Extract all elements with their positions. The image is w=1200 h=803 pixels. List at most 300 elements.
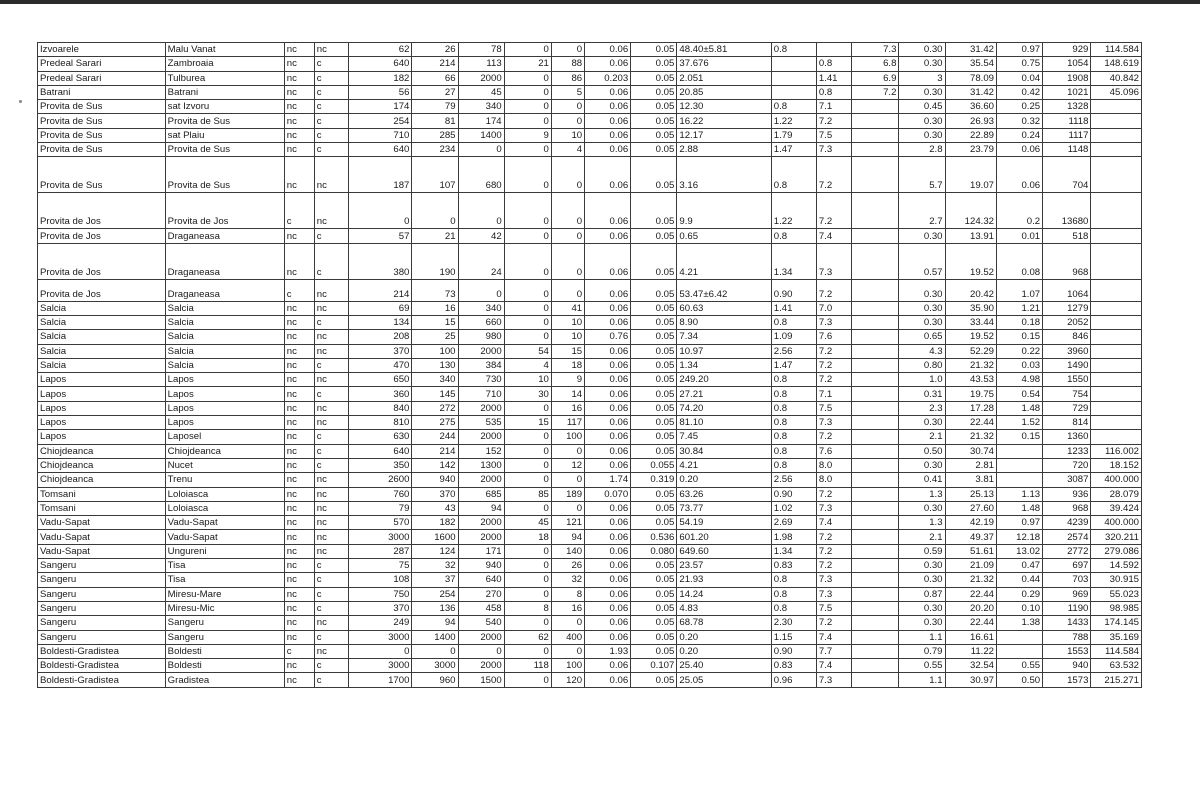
table-cell: 0.96 bbox=[771, 673, 816, 687]
table-cell: 0 bbox=[504, 401, 551, 415]
table-cell: nc bbox=[314, 516, 348, 530]
table-cell: 0.8 bbox=[771, 601, 816, 615]
table-cell: Salcia bbox=[165, 315, 284, 329]
table-cell: c bbox=[314, 659, 348, 673]
table-cell: 0.05 bbox=[631, 143, 677, 157]
table-cell: Sangeru bbox=[38, 601, 166, 615]
table-cell: 0.06 bbox=[585, 544, 631, 558]
table-cell bbox=[852, 330, 899, 344]
table-cell: Malu Vanat bbox=[165, 43, 284, 57]
table-cell: 0.05 bbox=[631, 157, 677, 193]
table-cell: 0 bbox=[504, 544, 551, 558]
table-cell: 7.6 bbox=[816, 444, 851, 458]
table-cell: c bbox=[284, 193, 314, 229]
table-cell: 140 bbox=[551, 544, 584, 558]
table-cell: 1550 bbox=[1043, 373, 1091, 387]
table-cell: 0.41 bbox=[899, 473, 945, 487]
table-cell: 78.09 bbox=[945, 71, 996, 85]
table-cell: 85 bbox=[504, 487, 551, 501]
table-cell: 86 bbox=[551, 71, 584, 85]
table-cell: 0.319 bbox=[631, 473, 677, 487]
table-cell: 0.06 bbox=[585, 157, 631, 193]
table-cell: 124.32 bbox=[945, 193, 996, 229]
table-cell: 0.06 bbox=[585, 616, 631, 630]
table-cell: Tomsani bbox=[38, 501, 166, 515]
table-cell: 0.05 bbox=[631, 387, 677, 401]
table-cell: 2.051 bbox=[677, 71, 771, 85]
table-cell: Salcia bbox=[38, 344, 166, 358]
table-row bbox=[38, 85, 1142, 99]
table-cell: 380 bbox=[349, 243, 412, 279]
table-row bbox=[38, 516, 1142, 530]
table-cell bbox=[852, 458, 899, 472]
table-cell: 0.65 bbox=[899, 330, 945, 344]
table-cell: 0.05 bbox=[631, 444, 677, 458]
table-cell: 136 bbox=[412, 601, 458, 615]
table-cell: Zambroaia bbox=[165, 57, 284, 71]
table-cell: 18 bbox=[504, 530, 551, 544]
table-cell: 0.06 bbox=[585, 387, 631, 401]
table-cell: Salcia bbox=[165, 344, 284, 358]
table-cell: 214 bbox=[349, 279, 412, 301]
table-cell: Nucet bbox=[165, 458, 284, 472]
table-cell: 1117 bbox=[1043, 128, 1091, 142]
table-cell: 0.55 bbox=[899, 659, 945, 673]
table-cell: 1700 bbox=[349, 673, 412, 687]
table-cell: 0.06 bbox=[585, 501, 631, 515]
table-cell: 0.05 bbox=[631, 401, 677, 415]
table-cell: 370 bbox=[349, 601, 412, 615]
table-cell bbox=[852, 301, 899, 315]
table-cell: Sangeru bbox=[38, 587, 166, 601]
table-cell: 1553 bbox=[1043, 644, 1091, 658]
table-cell: 10 bbox=[551, 315, 584, 329]
table-cell: 649.60 bbox=[677, 544, 771, 558]
table-cell: 7.2 bbox=[816, 157, 851, 193]
table-cell: 7.2 bbox=[816, 430, 851, 444]
table-cell: 400 bbox=[551, 630, 584, 644]
table-cell: c bbox=[314, 630, 348, 644]
table-cell: 0.2 bbox=[997, 193, 1043, 229]
table-cell: 0 bbox=[551, 473, 584, 487]
table-cell: 0.05 bbox=[631, 373, 677, 387]
table-cell: c bbox=[314, 387, 348, 401]
table-cell: 680 bbox=[458, 157, 504, 193]
table-row bbox=[38, 401, 1142, 415]
table-cell: Gradistea bbox=[165, 673, 284, 687]
table-cell: 0.50 bbox=[997, 673, 1043, 687]
table-cell: 370 bbox=[412, 487, 458, 501]
table-cell: c bbox=[314, 229, 348, 243]
table-cell: 2600 bbox=[349, 473, 412, 487]
table-cell: 0.06 bbox=[585, 659, 631, 673]
table-cell: 74.20 bbox=[677, 401, 771, 415]
table-cell: 0.30 bbox=[899, 128, 945, 142]
table-cell: sat Plaiu bbox=[165, 128, 284, 142]
table-cell: 470 bbox=[349, 358, 412, 372]
table-cell: 25 bbox=[412, 330, 458, 344]
table-cell: Tomsani bbox=[38, 487, 166, 501]
table-cell: 7.5 bbox=[816, 601, 851, 615]
table-cell: 3 bbox=[899, 71, 945, 85]
table-cell bbox=[852, 373, 899, 387]
table-cell: Draganeasa bbox=[165, 229, 284, 243]
table-cell: 10 bbox=[551, 330, 584, 344]
table-cell: 940 bbox=[458, 559, 504, 573]
table-cell: Lapos bbox=[165, 416, 284, 430]
table-cell: 42 bbox=[458, 229, 504, 243]
table-cell: 1.21 bbox=[997, 301, 1043, 315]
table-cell: 8.90 bbox=[677, 315, 771, 329]
table-cell: 36.60 bbox=[945, 100, 996, 114]
table-cell: 968 bbox=[1043, 243, 1091, 279]
table-cell: 14.24 bbox=[677, 587, 771, 601]
table-cell: 0 bbox=[504, 559, 551, 573]
table-cell: 81 bbox=[412, 114, 458, 128]
table-cell: 0.05 bbox=[631, 85, 677, 99]
table-cell: 7.1 bbox=[816, 387, 851, 401]
table-cell: 0 bbox=[504, 444, 551, 458]
table-cell: c bbox=[314, 243, 348, 279]
table-cell: 0.06 bbox=[585, 243, 631, 279]
table-row bbox=[38, 229, 1142, 243]
table-cell bbox=[852, 344, 899, 358]
table-cell: Chiojdeanca bbox=[38, 458, 166, 472]
table-cell: 113 bbox=[458, 57, 504, 71]
table-cell: 1.48 bbox=[997, 401, 1043, 415]
table-cell: 3960 bbox=[1043, 344, 1091, 358]
table-cell: Lapos bbox=[38, 387, 166, 401]
table-cell: 7.5 bbox=[816, 128, 851, 142]
table-cell: 0.83 bbox=[771, 559, 816, 573]
table-cell bbox=[1091, 401, 1142, 415]
table-cell: 350 bbox=[349, 458, 412, 472]
table-cell: Provita de Jos bbox=[165, 193, 284, 229]
table-cell bbox=[1091, 358, 1142, 372]
table-cell: 1.79 bbox=[771, 128, 816, 142]
table-cell: 1.3 bbox=[899, 487, 945, 501]
table-cell: Predeal Sarari bbox=[38, 57, 166, 71]
table-cell: 1.0 bbox=[899, 373, 945, 387]
table-cell: 340 bbox=[412, 373, 458, 387]
table-cell: nc bbox=[314, 616, 348, 630]
table-cell: Boldesti-Gradistea bbox=[38, 659, 166, 673]
table-row bbox=[38, 315, 1142, 329]
table-cell: 1.47 bbox=[771, 143, 816, 157]
table-row bbox=[38, 100, 1142, 114]
table-cell: Lapos bbox=[38, 430, 166, 444]
table-cell: 0 bbox=[504, 330, 551, 344]
table-cell: Provita de Sus bbox=[38, 157, 166, 193]
table-cell: Provita de Jos bbox=[38, 279, 166, 301]
table-cell: 1.02 bbox=[771, 501, 816, 515]
table-row bbox=[38, 587, 1142, 601]
table-cell bbox=[852, 673, 899, 687]
table-cell: 0 bbox=[504, 85, 551, 99]
table-cell: 360 bbox=[349, 387, 412, 401]
table-cell: 0.90 bbox=[771, 487, 816, 501]
table-cell: c bbox=[314, 601, 348, 615]
table-cell: 400.000 bbox=[1091, 516, 1142, 530]
table-cell: nc bbox=[284, 530, 314, 544]
table-cell: 7.3 bbox=[816, 573, 851, 587]
table-row bbox=[38, 416, 1142, 430]
table-cell: Sangeru bbox=[38, 630, 166, 644]
table-row bbox=[38, 444, 1142, 458]
table-cell: 7.2 bbox=[816, 544, 851, 558]
table-cell: 21.09 bbox=[945, 559, 996, 573]
table-cell: 12.18 bbox=[997, 530, 1043, 544]
table-cell: 68.78 bbox=[677, 616, 771, 630]
table-cell: nc bbox=[314, 193, 348, 229]
table-cell: Provita de Sus bbox=[38, 114, 166, 128]
table-cell: 13.91 bbox=[945, 229, 996, 243]
table-cell: 7.4 bbox=[816, 659, 851, 673]
table-cell: 2000 bbox=[458, 344, 504, 358]
scanned-document-page bbox=[37, 42, 1142, 688]
table-cell: 208 bbox=[349, 330, 412, 344]
table-row bbox=[38, 659, 1142, 673]
table-cell: 0.05 bbox=[631, 315, 677, 329]
table-cell: 7.2 bbox=[816, 344, 851, 358]
table-cell: 285 bbox=[412, 128, 458, 142]
table-cell: 37.676 bbox=[677, 57, 771, 71]
table-cell: 63.532 bbox=[1091, 659, 1142, 673]
table-cell: Sangeru bbox=[38, 616, 166, 630]
table-cell: 7.3 bbox=[816, 143, 851, 157]
table-cell: Chiojdeanca bbox=[38, 473, 166, 487]
table-cell: 32.54 bbox=[945, 659, 996, 673]
table-row bbox=[38, 114, 1142, 128]
table-cell: Salcia bbox=[38, 358, 166, 372]
table-cell: Lapos bbox=[165, 387, 284, 401]
table-cell: c bbox=[314, 114, 348, 128]
table-cell: 7.3 bbox=[816, 501, 851, 515]
table-cell: 23.79 bbox=[945, 143, 996, 157]
table-cell: 0.05 bbox=[631, 100, 677, 114]
table-cell: 116.002 bbox=[1091, 444, 1142, 458]
table-cell bbox=[1091, 279, 1142, 301]
table-cell: 7.3 bbox=[852, 43, 899, 57]
table-cell bbox=[852, 401, 899, 415]
table-row bbox=[38, 559, 1142, 573]
table-cell: 26 bbox=[551, 559, 584, 573]
table-cell: 0 bbox=[504, 315, 551, 329]
table-cell: 4 bbox=[551, 143, 584, 157]
table-row bbox=[38, 530, 1142, 544]
table-cell: 0.05 bbox=[631, 43, 677, 57]
table-cell: 12.30 bbox=[677, 100, 771, 114]
table-cell: 187 bbox=[349, 157, 412, 193]
table-cell bbox=[852, 659, 899, 673]
table-cell: 7.6 bbox=[816, 330, 851, 344]
table-cell: 630 bbox=[349, 430, 412, 444]
table-cell: nc bbox=[284, 157, 314, 193]
table-cell: 31.42 bbox=[945, 43, 996, 57]
table-row bbox=[38, 71, 1142, 85]
table-cell: 7.34 bbox=[677, 330, 771, 344]
table-cell: 30.97 bbox=[945, 673, 996, 687]
table-cell: 0.05 bbox=[631, 673, 677, 687]
table-cell: 1.52 bbox=[997, 416, 1043, 430]
table-cell: 30.915 bbox=[1091, 573, 1142, 587]
table-cell: 1.41 bbox=[816, 71, 851, 85]
table-cell: 69 bbox=[349, 301, 412, 315]
scan-speck bbox=[19, 100, 22, 103]
table-cell: 182 bbox=[412, 516, 458, 530]
table-cell: nc bbox=[284, 416, 314, 430]
table-cell: 0 bbox=[504, 573, 551, 587]
table-cell: 0.536 bbox=[631, 530, 677, 544]
table-cell: 21 bbox=[412, 229, 458, 243]
table-cell bbox=[852, 100, 899, 114]
table-cell: 969 bbox=[1043, 587, 1091, 601]
table-cell: 1573 bbox=[1043, 673, 1091, 687]
table-cell: 0 bbox=[504, 114, 551, 128]
table-cell: 2.1 bbox=[899, 430, 945, 444]
table-cell: 0.06 bbox=[585, 315, 631, 329]
table-cell: 2.56 bbox=[771, 344, 816, 358]
table-cell: Salcia bbox=[38, 330, 166, 344]
table-cell: 1279 bbox=[1043, 301, 1091, 315]
table-cell: nc bbox=[314, 344, 348, 358]
table-cell: 729 bbox=[1043, 401, 1091, 415]
table-body bbox=[38, 43, 1142, 688]
table-cell: Miresu-Mic bbox=[165, 601, 284, 615]
top-border bbox=[0, 0, 1200, 4]
table-cell: 2.81 bbox=[945, 458, 996, 472]
table-cell: nc bbox=[314, 416, 348, 430]
table-cell: 0 bbox=[504, 501, 551, 515]
table-cell: 142 bbox=[412, 458, 458, 472]
table-cell: 26.93 bbox=[945, 114, 996, 128]
table-cell: 0 bbox=[504, 43, 551, 57]
table-cell: 124 bbox=[412, 544, 458, 558]
table-cell: 0.97 bbox=[997, 43, 1043, 57]
table-cell: sat Izvoru bbox=[165, 100, 284, 114]
table-cell: 214 bbox=[412, 57, 458, 71]
table-cell: 79 bbox=[412, 100, 458, 114]
table-cell: 0.05 bbox=[631, 330, 677, 344]
table-cell: 0.06 bbox=[585, 630, 631, 644]
table-cell: 0.8 bbox=[771, 387, 816, 401]
table-cell: 0 bbox=[551, 100, 584, 114]
table-cell: 0.05 bbox=[631, 358, 677, 372]
table-cell: 1300 bbox=[458, 458, 504, 472]
table-cell: 0.06 bbox=[585, 401, 631, 415]
table-cell bbox=[852, 128, 899, 142]
table-cell: Vadu-Sapat bbox=[165, 530, 284, 544]
table-cell: c bbox=[314, 444, 348, 458]
table-cell: 540 bbox=[458, 616, 504, 630]
table-cell: nc bbox=[314, 401, 348, 415]
table-cell: Miresu-Mare bbox=[165, 587, 284, 601]
table-cell: 0.8 bbox=[771, 430, 816, 444]
table-cell: 6.9 bbox=[852, 71, 899, 85]
table-cell bbox=[852, 279, 899, 301]
table-cell: 0.05 bbox=[631, 559, 677, 573]
table-cell: 35.169 bbox=[1091, 630, 1142, 644]
table-cell: 0.06 bbox=[585, 516, 631, 530]
table-cell: 1.74 bbox=[585, 473, 631, 487]
table-cell: 1064 bbox=[1043, 279, 1091, 301]
table-cell: nc bbox=[314, 473, 348, 487]
table-cell: 0.76 bbox=[585, 330, 631, 344]
table-cell: c bbox=[314, 358, 348, 372]
table-cell: 27.60 bbox=[945, 501, 996, 515]
table-cell: 20.20 bbox=[945, 601, 996, 615]
table-cell: nc bbox=[284, 43, 314, 57]
table-cell bbox=[852, 587, 899, 601]
table-cell: c bbox=[314, 100, 348, 114]
table-cell: 27 bbox=[412, 85, 458, 99]
table-cell: 0 bbox=[458, 644, 504, 658]
table-cell: 1.1 bbox=[899, 673, 945, 687]
table-cell: 4.83 bbox=[677, 601, 771, 615]
table-cell: 107 bbox=[412, 157, 458, 193]
table-cell: 0.08 bbox=[997, 243, 1043, 279]
table-cell: 7.45 bbox=[677, 430, 771, 444]
table-cell: c bbox=[314, 315, 348, 329]
table-cell: 8 bbox=[504, 601, 551, 615]
table-cell: 0.90 bbox=[771, 644, 816, 658]
table-cell: 0 bbox=[551, 114, 584, 128]
table-row bbox=[38, 387, 1142, 401]
table-cell: nc bbox=[284, 587, 314, 601]
table-cell: 660 bbox=[458, 315, 504, 329]
table-cell: Provita de Sus bbox=[38, 143, 166, 157]
table-cell: 2000 bbox=[458, 659, 504, 673]
table-cell: 0.05 bbox=[631, 193, 677, 229]
table-cell: nc bbox=[284, 659, 314, 673]
table-cell: 0.30 bbox=[899, 114, 945, 128]
table-cell: 0.203 bbox=[585, 71, 631, 85]
table-cell: 152 bbox=[458, 444, 504, 458]
table-cell: 27.21 bbox=[677, 387, 771, 401]
table-cell: 760 bbox=[349, 487, 412, 501]
table-cell bbox=[997, 644, 1043, 658]
table-cell: 0.8 bbox=[771, 587, 816, 601]
table-cell: Vadu-Sapat bbox=[165, 516, 284, 530]
table-cell: 0 bbox=[551, 157, 584, 193]
table-cell: 0.22 bbox=[997, 344, 1043, 358]
table-cell: 12.17 bbox=[677, 128, 771, 142]
table-cell: 0 bbox=[551, 444, 584, 458]
table-cell: 19.75 bbox=[945, 387, 996, 401]
table-cell: Draganeasa bbox=[165, 279, 284, 301]
table-cell: 0.30 bbox=[899, 616, 945, 630]
table-cell: 640 bbox=[349, 143, 412, 157]
table-cell: 171 bbox=[458, 544, 504, 558]
table-cell: nc bbox=[284, 630, 314, 644]
table-cell: Lapos bbox=[38, 401, 166, 415]
table-cell: 0 bbox=[504, 71, 551, 85]
table-cell: 0.45 bbox=[899, 100, 945, 114]
table-cell: 79 bbox=[349, 501, 412, 515]
table-cell: c bbox=[314, 458, 348, 472]
table-cell: 0 bbox=[551, 43, 584, 57]
table-cell: 270 bbox=[458, 587, 504, 601]
table-cell: 7.2 bbox=[852, 85, 899, 99]
table-cell: 10 bbox=[551, 128, 584, 142]
table-cell: 0.05 bbox=[631, 487, 677, 501]
table-cell: 968 bbox=[1043, 501, 1091, 515]
table-cell: nc bbox=[284, 243, 314, 279]
table-cell: 2.3 bbox=[899, 401, 945, 415]
table-cell: 0.06 bbox=[585, 43, 631, 57]
table-cell bbox=[1091, 128, 1142, 142]
table-cell: 148.619 bbox=[1091, 57, 1142, 71]
